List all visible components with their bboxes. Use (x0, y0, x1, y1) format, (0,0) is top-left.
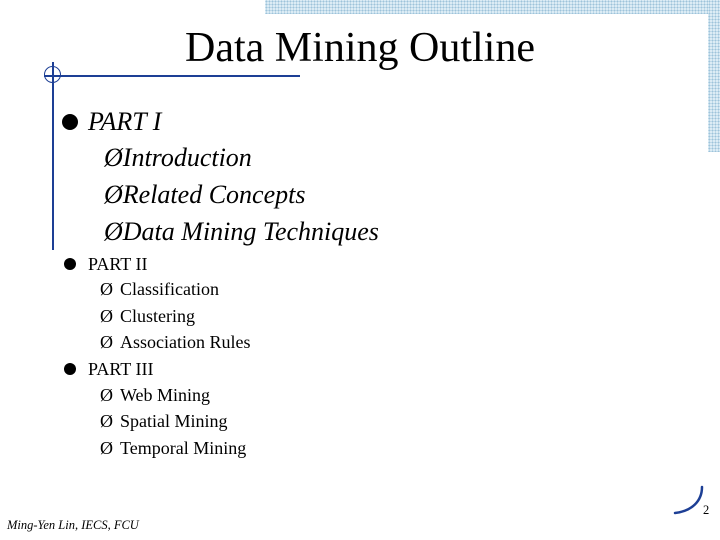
crosshair-icon (44, 66, 61, 83)
list-item (100, 436, 247, 460)
list-item (100, 277, 219, 301)
bullet-icon (64, 258, 76, 270)
list-item-label: Introduction (122, 143, 252, 172)
arrow-icon: Ø (104, 180, 123, 209)
list-item (100, 330, 251, 354)
list-item-label: Web Mining (120, 385, 211, 405)
list-item-label: Classification (120, 279, 219, 299)
footer-credit: Ming-Yen Lin, IECS, FCU (7, 518, 139, 532)
arrow-icon: Ø (100, 411, 113, 431)
arrow-icon: Ø (100, 332, 113, 352)
list-item-label: Association Rules (120, 332, 251, 352)
arrow-icon: Ø (100, 438, 113, 458)
section-label: PART I (88, 107, 162, 136)
title-underline-rule (44, 75, 300, 77)
bullet-icon (64, 363, 76, 375)
page-number: 2 (703, 503, 710, 517)
list-item-label: Related Concepts (122, 180, 306, 209)
list-item (100, 383, 211, 407)
list-item (104, 142, 252, 174)
list-item (100, 304, 195, 328)
section-label: PART II (88, 254, 148, 274)
list-item (100, 409, 228, 433)
list-item-label: Temporal Mining (120, 438, 247, 458)
arrow-icon: Ø (100, 279, 113, 299)
corner-arc-decoration (672, 485, 706, 517)
list-item-label: Data Mining Techniques (122, 217, 379, 246)
slide-title: Data Mining Outline (185, 25, 535, 71)
arrow-icon: Ø (104, 143, 123, 172)
arrow-icon: Ø (100, 385, 113, 405)
arrow-icon: Ø (100, 306, 113, 326)
list-item-label: Spatial Mining (120, 411, 228, 431)
section-label: PART III (88, 359, 154, 379)
arrow-icon: Ø (104, 217, 123, 246)
decorative-pattern-band (265, 0, 720, 14)
left-vertical-rule (52, 62, 54, 250)
list-item (104, 216, 379, 248)
bullet-icon (62, 114, 78, 130)
list-item-label: Clustering (120, 306, 195, 326)
list-item (104, 179, 305, 211)
